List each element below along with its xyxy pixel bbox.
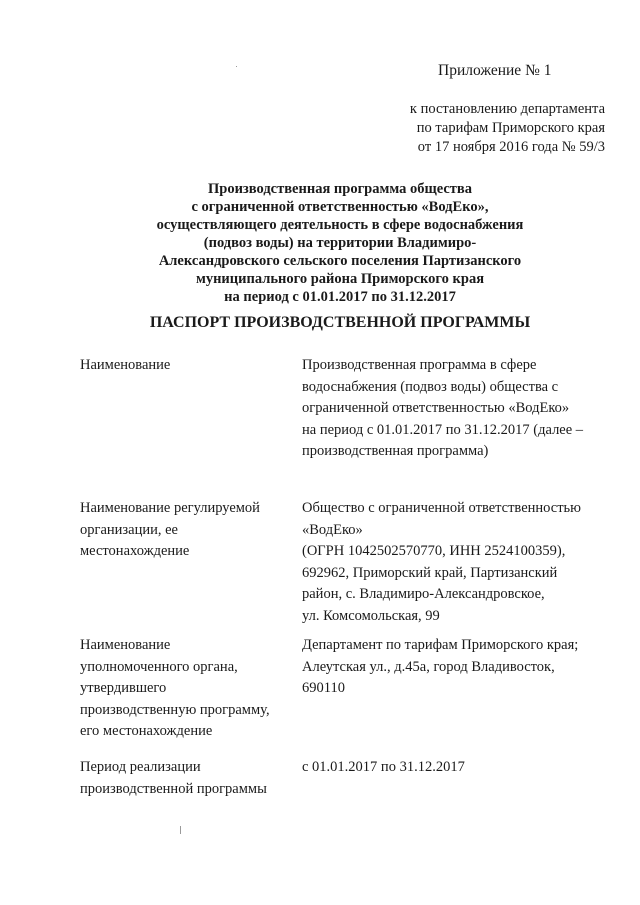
row-label: [80, 757, 295, 800]
row-label-line: утвердившего: [80, 680, 167, 696]
document-title-line: на период с 01.01.2017 по 31.12.2017: [224, 289, 456, 305]
row-value-line: производственная программа): [302, 443, 489, 459]
row-value: [302, 757, 612, 779]
annex-title: Приложение № 1: [438, 62, 552, 79]
row-label: [80, 635, 295, 743]
row-value-line: на период с 01.01.2017 по 31.12.2017 (далее –: [302, 421, 584, 438]
row-label-line: организации, ее: [80, 521, 178, 538]
row-value-line: Алеутская ул., д.45а, город Владивосток,: [302, 658, 555, 675]
row-value-line: с 01.01.2017 по 31.12.2017: [302, 759, 465, 775]
annex-ref-line: по тарифам Приморского края: [416, 120, 605, 136]
row-value-line: Производственная программа в сфере: [302, 357, 537, 373]
row-label-line: производственную программу,: [80, 701, 270, 718]
row-value-line: Общество с ограниченной ответственностью: [302, 500, 581, 516]
row-value-line: ограниченной ответственностью «ВодЕко»: [302, 400, 570, 416]
row-value-line: водоснабжения (подвоз воды) общества с: [302, 378, 559, 395]
row-label-line: Наименование регулируемой: [80, 500, 260, 516]
row-value-line: 692962, Приморский край, Партизанский: [302, 564, 558, 581]
row-value: [302, 355, 612, 463]
document-title-line: муниципального района Приморского края: [195, 271, 485, 287]
row-value: [302, 635, 612, 700]
row-label: [80, 498, 295, 563]
row-value-line: (ОГРН 1042502570770, ИНН 2524100359),: [302, 543, 566, 559]
document-title-line: с ограниченной ответственностью «ВодЕко»,: [191, 199, 489, 215]
row-label-line: его местонахождение: [80, 723, 213, 739]
annex-reference: [380, 100, 605, 157]
row-value-line: район, с. Владимиро-Александровское,: [302, 586, 545, 602]
document-title-line: Александровского сельского поселения Партизанского: [158, 253, 522, 269]
row-value-line: ул. Комсомольская, 99: [302, 607, 440, 624]
row-label-line: Период реализации: [80, 759, 201, 775]
row-label-line: местонахождение: [80, 543, 190, 559]
annex-ref-line: от 17 ноября 2016 года № 59/3: [417, 139, 605, 155]
document-title: [120, 180, 560, 306]
document-title-line: осуществляющего деятельность в сфере водоснабжения: [156, 217, 524, 233]
row-label-line: Наименование: [80, 637, 171, 653]
document-title-line: Производственная программа общества: [207, 181, 473, 197]
row-label-line: уполномоченного органа,: [80, 658, 238, 675]
row-label-line: Наименование: [80, 357, 171, 373]
row-value-line: 690110: [302, 680, 345, 696]
annex-ref-line: к постановлению департамента: [409, 101, 605, 117]
row-label-line: производственной программы: [80, 780, 267, 797]
row-value-line: «ВодЕко»: [302, 521, 363, 538]
row-label: [80, 355, 295, 377]
row-value: [302, 498, 612, 627]
row-value-line: Департамент по тарифам Приморского края;: [302, 637, 579, 653]
passport-heading: ПАСПОРТ ПРОИЗВОДСТВЕННОЙ ПРОГРАММЫ: [149, 314, 531, 331]
scan-speck: [236, 66, 237, 67]
document-title-line: (подвоз воды) на территории Владимиро-: [203, 235, 477, 251]
scan-speck: [180, 826, 181, 834]
